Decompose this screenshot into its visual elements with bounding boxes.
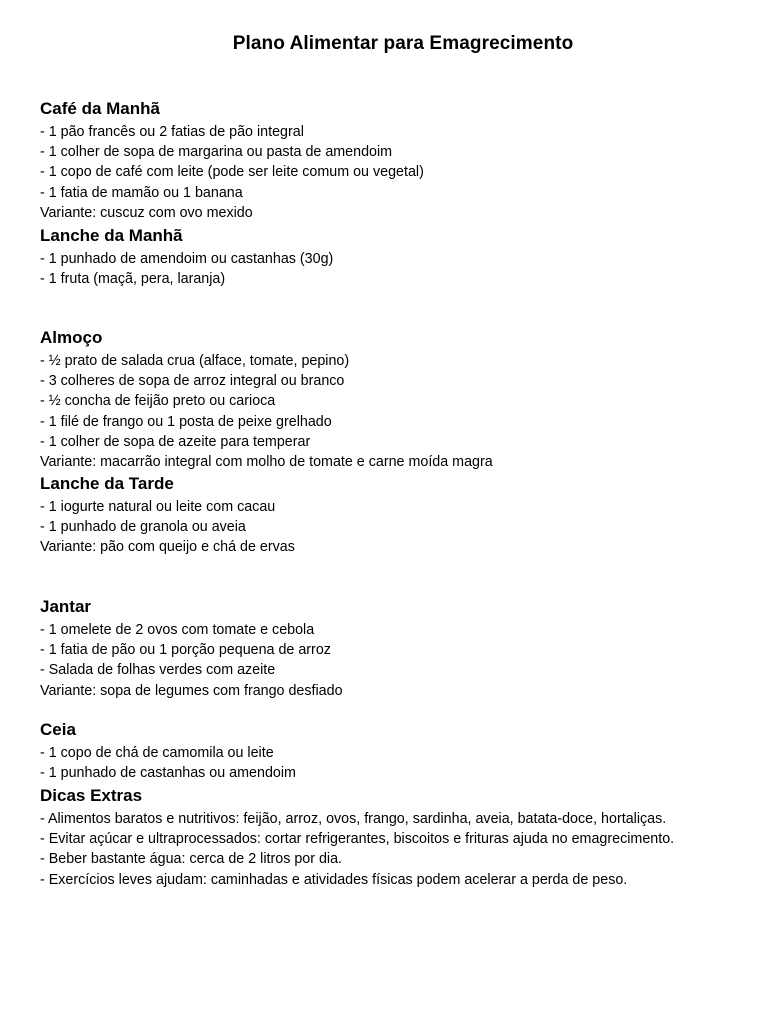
list-item: - 1 colher de sopa de margarina ou pasta de amendoim [40, 144, 393, 161]
section-lanche-da-tarde [40, 474, 748, 558]
list-item: - 3 colheres de sopa de arroz integral ou branco [40, 373, 345, 390]
variant-line: Variante: macarrão integral com molho de tomate e carne moída magra [40, 454, 493, 471]
list-item: - Salada de folhas verdes com azeite [40, 662, 276, 679]
section-cafe-da-manha [40, 99, 748, 223]
section-title: Café da Manhã [40, 99, 160, 118]
section-dicas-extras [40, 786, 748, 890]
list-item: - 1 punhado de castanhas ou amendoim [40, 765, 296, 782]
section-ceia [40, 720, 748, 783]
list-item: - 1 fatia de pão ou 1 porção pequena de arroz [40, 642, 331, 659]
section-jantar [40, 597, 748, 701]
list-item: - ½ prato de salada crua (alface, tomate, pepino) [40, 353, 350, 369]
section-title: Lanche da Manhã [40, 226, 183, 245]
list-item: - Evitar açúcar e ultraprocessados: cortar refrigerantes, biscoitos e frituras ajuda no emagrecimento. [40, 831, 675, 848]
section-title: Lanche da Tarde [40, 474, 174, 493]
list-item: - Beber bastante água: cerca de 2 litros por dia. [40, 851, 343, 868]
section-almoco [40, 328, 748, 472]
section-lanche-da-manha [40, 226, 748, 289]
section-title: Ceia [40, 720, 76, 739]
list-item: - Exercícios leves ajudam: caminhadas e atividades físicas podem acelerar a perda de peso. [40, 871, 628, 888]
list-item: - ½ concha de feijão preto ou carioca [40, 393, 276, 410]
list-item: - 1 fatia de mamão ou 1 banana [40, 184, 243, 201]
variant-line: Variante: cuscuz com ovo mexido [40, 204, 253, 221]
list-item: - 1 fruta (maçã, pera, laranja) [40, 271, 226, 288]
list-item: - 1 copo de café com leite (pode ser leite comum ou vegetal) [40, 164, 424, 181]
list-item: - 1 colher de sopa de azeite para temperar [40, 433, 311, 450]
list-item: - 1 punhado de granola ou aveia [40, 519, 246, 536]
list-item: - 1 iogurte natural ou leite com cacau [40, 499, 276, 515]
variant-line: Variante: pão com queijo e chá de ervas [40, 539, 295, 556]
list-item: - 1 punhado de amendoim ou castanhas (30g) [40, 251, 334, 267]
list-item: - Alimentos baratos e nutritivos: feijão, arroz, ovos, frango, sardinha, aveia, batata-doce, hortaliças. [40, 811, 667, 827]
section-title: Dicas Extras [40, 786, 143, 805]
section-title: Jantar [40, 597, 92, 616]
variant-line: Variante: sopa de legumes com frango desfiado [40, 682, 343, 699]
list-item: - 1 filé de frango ou 1 posta de peixe grelhado [40, 413, 332, 430]
list-item: - 1 pão francês ou 2 fatias de pão integral [40, 124, 304, 140]
list-item: - 1 copo de chá de camomila ou leite [40, 745, 274, 761]
list-item: - 1 omelete de 2 ovos com tomate e cebola [40, 622, 315, 638]
section-title: Almoço [40, 328, 103, 347]
page-title: Plano Alimentar para Emagrecimento [232, 33, 574, 54]
